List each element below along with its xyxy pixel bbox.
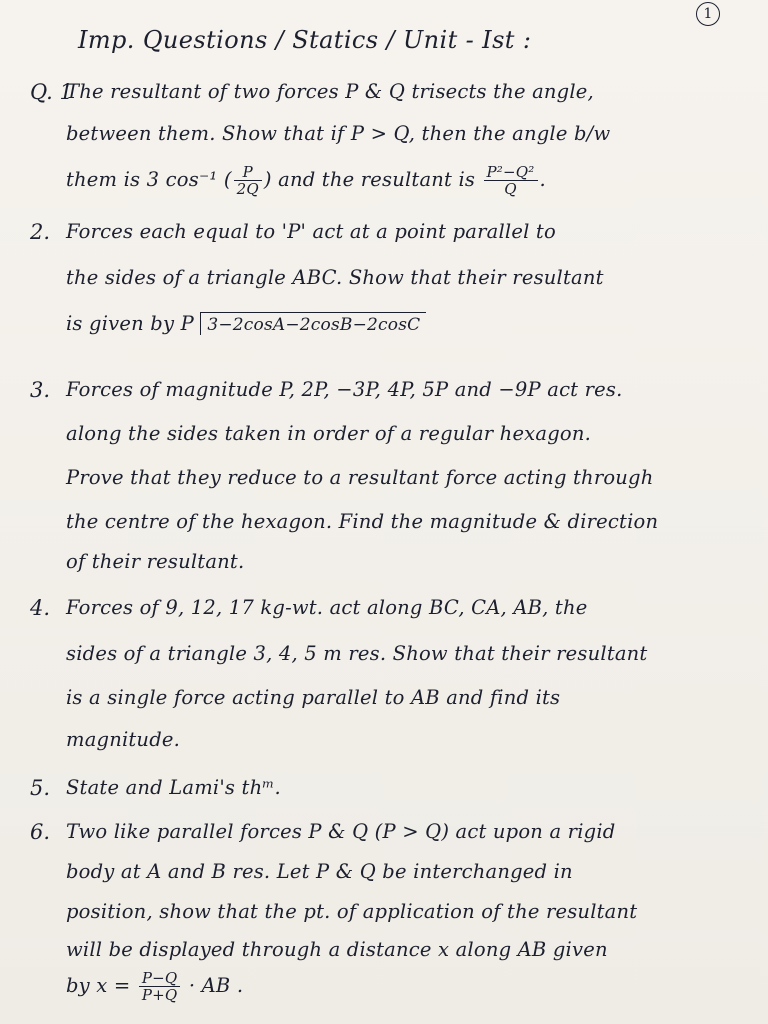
- question-line: is a single force acting parallel to AB and find its: [66, 686, 561, 709]
- question-line: will be displayed through a distance x along AB given: [66, 938, 608, 961]
- question-line: [66, 970, 243, 1003]
- question-line: Prove that they reduce to a resultant force acting through: [66, 466, 654, 489]
- fraction-denominator: P+Q: [141, 986, 178, 1004]
- inverse-cos-formula: ( $\frac{P}{2Q}$ ): [223, 163, 272, 198]
- question-line: position, show that the pt. of application of the resultant: [66, 900, 638, 923]
- question-text: is given by P: [66, 312, 194, 335]
- question-text: by x =: [66, 974, 131, 997]
- question-line: along the sides taken in order of a regular hexagon.: [66, 422, 591, 445]
- question-line: body at A and B res. Let P & Q be interchanged in: [66, 860, 573, 883]
- question-line: the centre of the hexagon. Find the magnitude & direction: [66, 510, 659, 533]
- resultant-formula: [484, 164, 538, 197]
- fraction-numerator: P: [234, 164, 262, 181]
- displacement-formula: [139, 970, 181, 1003]
- question-line: sides of a triangle 3, 4, 5 m res. Show that their resultant: [66, 642, 648, 665]
- question-number: 4.: [30, 596, 51, 620]
- fraction-denominator: Q: [504, 180, 517, 198]
- question-number: 2.: [30, 220, 51, 244]
- question-line: [66, 312, 426, 335]
- question-text: and the resultant is: [278, 168, 476, 191]
- question-line: them is 3 cos⁻¹ ( $\frac{P}{2Q}$ ) and the resultant is $\frac{\text{P²−Q²}}{Q}$ .: [66, 163, 546, 198]
- fraction-denominator: 2Q: [236, 180, 259, 198]
- sqrt-expression: 3−2cosA−2cosB−2cosC: [200, 312, 426, 335]
- question-line: the sides of a triangle ABC. Show that their resultant: [66, 266, 604, 289]
- question-line: of their resultant.: [66, 550, 245, 573]
- question-number: 6.: [30, 820, 51, 844]
- question-number: Q. 1: [30, 80, 73, 104]
- question-number: 3.: [30, 378, 51, 402]
- question-line: between them. Show that if P > Q, then the angle b/w: [66, 122, 611, 145]
- question-line: State and Lami's thᵐ.: [66, 776, 281, 799]
- question-line: The resultant of two forces P & Q trisects the angle,: [66, 80, 594, 103]
- question-line: Forces of 9, 12, 17 kg-wt. act along BC, CA, AB, the: [66, 596, 588, 619]
- page-title: Imp. Questions / Statics / Unit - Ist :: [78, 26, 532, 54]
- fraction-numerator: P²−Q²: [484, 164, 538, 181]
- question-line: Forces of magnitude P, 2P, −3P, 4P, 5P and −9P act res.: [66, 378, 623, 401]
- question-line: Two like parallel forces P & Q (P > Q) act upon a rigid: [66, 820, 616, 843]
- question-line: Forces each equal to 'P' act at a point parallel to: [66, 220, 556, 243]
- question-number: 5.: [30, 776, 51, 800]
- page-number: 1: [696, 2, 720, 26]
- fraction-numerator: P−Q: [139, 970, 181, 987]
- question-text: them is 3 cos⁻¹: [66, 168, 218, 191]
- formula-tail: · AB .: [188, 974, 244, 997]
- question-line: magnitude.: [66, 728, 181, 751]
